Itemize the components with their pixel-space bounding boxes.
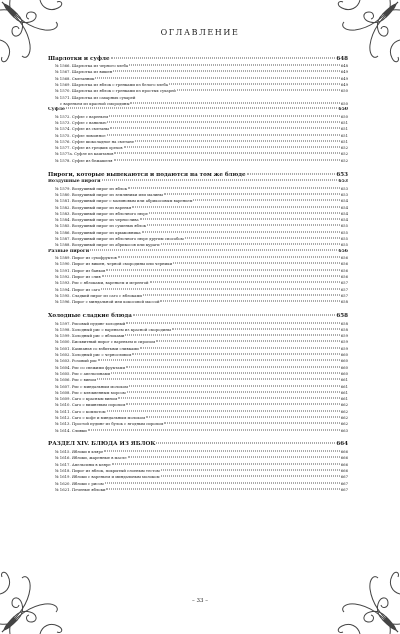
toc-entry-title: Разные пироги [48, 248, 90, 254]
toc-entry-page: 662 [340, 402, 348, 408]
toc-entry-title: № 1595. Сладкий пирог из саго с яблоками [55, 292, 142, 298]
section-spacer [48, 305, 348, 309]
dot-leader [164, 423, 339, 424]
toc-entry-page: 650 [338, 107, 348, 113]
dot-leader [133, 314, 335, 315]
toc-entry-title: № 1593. Рис с яблоками, вареньем и меренгой [55, 280, 149, 286]
toc-entry-title: № 1620. Яблоки с рисом [55, 480, 104, 486]
toc-entry-page: 655 [340, 242, 348, 248]
dot-leader [150, 282, 340, 283]
dot-leader [126, 322, 340, 323]
toc-entry-title: № 1603. Розовый рис [55, 358, 98, 364]
toc-entry-title: № 1598. Холодный рис с вареньем из красной смородины [55, 326, 171, 332]
toc-entry-title: № 1594. Пирог из саго [55, 286, 101, 292]
dot-leader [156, 341, 340, 342]
dot-leader [126, 366, 340, 367]
toc-entry-page: 661 [340, 389, 348, 395]
dot-leader [114, 159, 340, 160]
toc-entry-page: 660 [340, 352, 348, 358]
toc-entry-page: 654 [340, 198, 348, 204]
toc-entry-page: 658 [340, 299, 348, 305]
toc-entry-title: № 1578. Суфле из бежашеля [55, 157, 113, 163]
toc-entry-page: 650 [340, 113, 348, 119]
toc-entry-title: № 1577. Суфле из грецких орехов [55, 145, 123, 151]
dot-leader [160, 301, 339, 302]
toc-entry-title: Пироги, которые выпекаются и подаются на том же блюде [48, 171, 246, 178]
toc-entry-title: № 1585. Воздушный пирог из сушеных яблок [55, 223, 146, 229]
toc-entry-title: № 1614. Сливки [55, 427, 87, 433]
toc-entry-page: 666 [340, 467, 348, 473]
page-header: ОГЛАВЛЕНИЕ [160, 28, 240, 37]
toc-entry-title: № 1583. Воздушный пирог из яблочного пюре [55, 210, 148, 216]
toc-entry-title: № 1601. Кампанья со взбитыми сливками [55, 345, 139, 351]
toc-entry-title: № 1580. Воздушный пирог из земляники или малины [55, 191, 163, 197]
toc-entry-page: 656 [340, 255, 348, 261]
toc-entry-title: № 1576. Суфле шоколадное на сметане [55, 138, 135, 144]
toc-entry-title: с вареньем из красной смородины [60, 100, 130, 106]
dot-leader [98, 360, 340, 361]
dot-leader [125, 335, 339, 336]
toc-entry-page: 658 [340, 320, 348, 326]
toc-entry-title: № 1590. Пирог из вишен, черной смородины или черники [55, 261, 173, 267]
dot-leader [118, 257, 340, 258]
dot-leader [112, 463, 340, 464]
dot-leader [132, 206, 339, 207]
toc-entry-page: 653 [340, 191, 348, 197]
toc-entry-title: № 1616. Яблоки, жаренные в масле [55, 455, 127, 461]
toc-entry-page: 667 [340, 474, 348, 480]
toc-entry-title: № 1617. Апельсины в кляре [55, 461, 111, 467]
toc-entry-title: № 1592. Пирог из слив [55, 274, 101, 279]
toc-entry-title: № 1573. Суфле с ванилью [55, 119, 107, 125]
toc-entry-title: № 1615. Яблоки в кляре [55, 449, 104, 455]
dot-leader [90, 249, 337, 250]
toc-entry-page: 651 [340, 126, 348, 132]
dot-leader [143, 294, 340, 295]
toc-entry-page: 650 [340, 88, 348, 94]
toc-entry-title: № 1570. Шарлотка из яблок с гренками из простых сухарей [55, 88, 176, 94]
toc-section-heading[interactable] [48, 440, 348, 449]
dot-leader [106, 269, 339, 270]
toc-entry-page: 659 [340, 339, 348, 345]
toc-entry-page: 659 [340, 333, 348, 339]
toc-entry-title: № 1621. Печеные яблоки [55, 486, 106, 492]
dot-leader [132, 354, 339, 355]
dot-leader [164, 193, 340, 194]
toc-entry-title: РАЗДЕЛ XIV. БЛЮДА ИЗ ЯБЛОК [48, 441, 156, 448]
toc-entry-title: № 1574. Суфле из сметаны [55, 126, 109, 132]
toc-entry-page: 664 [336, 441, 348, 448]
page-number: – 33 – [192, 598, 208, 604]
toc-entry-title: Шарлотки и суфле [48, 55, 110, 62]
dot-leader [124, 147, 340, 148]
dot-leader [109, 115, 340, 116]
toc-entry-title: № 1569. Шарлотка из яблок с гренками из белого хлеба [55, 81, 169, 87]
toc-entry-page: 666 [340, 449, 348, 455]
toc-entry-title: № 1618. Пирог из яблок, покрытый слоеным тестом [55, 467, 160, 473]
dot-leader [127, 391, 340, 392]
toc-entry-title: № 1566. Шарлотка из черного хлеба [55, 63, 129, 69]
dot-leader [247, 173, 336, 174]
toc-entry-title: № 1606. Рис с вином [55, 377, 97, 383]
toc-entry-title: № 1588. Воздушный пирог из абрикосов или кураги [55, 242, 160, 248]
toc-entry-page: 662 [340, 421, 348, 427]
toc-entry-page: 663 [340, 427, 348, 433]
dot-leader [114, 153, 339, 154]
toc-entry-title: № 1608. Рис с клюквенным морсом [55, 389, 126, 395]
toc-entry-page: 652 [340, 157, 348, 163]
toc-entry-page: 654 [340, 210, 348, 216]
toc-entry-page: 651 [340, 132, 348, 138]
toc-entry[interactable] [48, 487, 348, 493]
dot-leader [102, 180, 338, 181]
dot-leader [156, 443, 335, 444]
toc-entry-title: № 1597. Рисовый пудинг холодный [55, 320, 126, 326]
toc-entry-title: № 1604. Рис со свежими фруктами [55, 364, 125, 370]
dot-leader [129, 385, 340, 386]
toc-entry-page: 658 [340, 326, 348, 332]
toc-entry-title: № 1612. Саго с кофе и миндальным молоком [55, 415, 146, 421]
toc-entry-page: 662 [340, 408, 348, 414]
toc-entry-page: 660 [340, 364, 348, 370]
toc-entry-title: № 1610. Саго с вишневым сиропом [55, 402, 126, 408]
toc-entry-title: Суфле [48, 107, 65, 113]
toc-entry-title: № 1587. Воздушный пирог из яблочного пюре другим способом [55, 236, 184, 242]
dot-leader [161, 476, 340, 477]
dot-leader [126, 404, 339, 405]
dot-leader [66, 108, 338, 109]
dot-leader [111, 372, 340, 373]
toc-entry-page: 661 [340, 377, 348, 383]
dot-leader [107, 134, 340, 135]
toc-entry-page: 657 [340, 292, 348, 298]
dot-leader [128, 457, 340, 458]
toc-entry-page: 657 [340, 286, 348, 292]
dot-leader [88, 429, 340, 430]
dot-leader [113, 71, 339, 72]
toc-entry-page: 653 [336, 171, 348, 178]
toc-entry-title: № 1586. Воздушный пирог из крыжовника [55, 229, 141, 235]
toc-entry-page: 649 [340, 81, 348, 87]
toc-entry-page: 656 [340, 267, 348, 273]
dot-leader [140, 219, 340, 220]
section-spacer [48, 434, 348, 438]
dot-leader [102, 276, 340, 277]
dot-leader [129, 65, 340, 66]
toc-entry-page: 654 [340, 204, 348, 210]
toc-entry-page: 667 [340, 480, 348, 486]
dot-leader [140, 347, 340, 348]
dot-leader [169, 83, 340, 84]
toc-entry-title: Воздушные пироги [48, 179, 101, 185]
toc-entry-page: 652 [340, 145, 348, 151]
dot-leader [128, 187, 340, 188]
toc-entry-page: 667 [340, 486, 348, 492]
toc-entry-page: 662 [340, 415, 348, 421]
dot-leader [149, 212, 340, 213]
dot-leader [106, 488, 339, 489]
toc-entry-title: № 1571. Шарлотка из сахарных сухарей [55, 94, 136, 100]
toc-entry-page: 666 [340, 455, 348, 461]
toc-entry-page: 653 [340, 185, 348, 191]
toc-entry-page: 652 [340, 151, 348, 157]
toc-entry-title: № 1613. Простой пудинг из булок с ягодным сиропом [55, 421, 164, 427]
toc-entry-title: № 1567. Шарлотка из вишен [55, 69, 113, 75]
toc-entry-title: № 1599. Холодный рис с яблоками [55, 333, 125, 339]
dot-leader [161, 469, 340, 470]
toc-entry-title: № 1568. Сметанник [55, 75, 95, 81]
toc-entry-page: 655 [340, 229, 348, 235]
toc-entry-page: 650 [340, 100, 348, 106]
toc-entry-page: 657 [340, 280, 348, 286]
dot-leader [173, 263, 340, 264]
toc-entry-page: 649 [340, 75, 348, 81]
dot-leader [161, 244, 340, 245]
dot-leader [177, 90, 340, 91]
toc-entry-page: 653 [338, 179, 348, 185]
toc-entry-page: 659 [340, 345, 348, 351]
toc-entry-page: 655 [340, 236, 348, 242]
toc-entry-page: 661 [340, 383, 348, 389]
dot-leader [118, 398, 340, 399]
dot-leader [110, 128, 340, 129]
dot-leader [172, 328, 340, 329]
toc-entry-title: № 1605. Рис с апельсинами [55, 370, 111, 376]
dot-leader [111, 57, 336, 58]
toc-entry-page: 661 [340, 396, 348, 402]
dot-leader [185, 238, 340, 239]
toc-entry-title: № 1609. Саго с красным вином [55, 396, 118, 402]
toc-entry-page: 656 [338, 248, 348, 254]
toc-entry-page: 660 [340, 370, 348, 376]
toc-entry-title: № 1619. Яблоки с вареньем и миндальным молоком [55, 474, 160, 480]
toc-section-heading[interactable] [48, 55, 348, 64]
toc-entry-title: № 1581. Воздушный пирог с малиновым или абрикосовым вареньем [55, 198, 193, 204]
dot-leader [107, 410, 340, 411]
toc-entry-title: № 1575. Суфле лимонное [55, 132, 106, 138]
toc-entry-page: 656 [340, 261, 348, 267]
toc-entry-page: 655 [340, 223, 348, 229]
toc-entry-title: № 1577а. Суфле из каштанов [55, 151, 114, 157]
toc-entry-title: № 1611. Саго с компотом [55, 408, 106, 414]
toc-entry-title: № 1602. Холодный рис с черносливом [55, 352, 132, 358]
dot-leader [193, 200, 339, 201]
toc-entry-page: 648 [336, 55, 348, 62]
dot-leader [107, 121, 339, 122]
toc-entry-title: № 1579. Воздушный пирог из яблок [55, 185, 127, 191]
toc-entry-page: 658 [336, 312, 348, 319]
toc-section-heading[interactable] [48, 171, 348, 180]
toc-entry-page: 656 [340, 274, 348, 279]
toc-entry-page: 651 [340, 138, 348, 144]
dot-leader [97, 379, 340, 380]
toc-entry-page: 648 [340, 63, 348, 69]
toc-entry-title: № 1591. Пирог из банков [55, 267, 106, 273]
toc-entry-title: № 1582. Воздушный пирог из варенья [55, 204, 132, 210]
toc-entry-page: 660 [340, 358, 348, 364]
dot-leader [130, 102, 339, 103]
toc-entry-title: № 1589. Пирог из сухофруктов [55, 255, 117, 261]
toc-section-heading[interactable] [48, 312, 348, 321]
dot-leader [135, 140, 340, 141]
dot-leader [104, 451, 340, 452]
toc-entry-title: № 1596. Пирог с миндальной или кокосовой массой [55, 299, 160, 305]
table-of-contents [48, 52, 348, 493]
section-spacer [48, 164, 348, 168]
dot-leader [95, 77, 339, 78]
toc-entry-title: № 1600. Бисквитный пирог с вареньем и сиропом [55, 339, 156, 345]
toc-entry-page: 649 [340, 69, 348, 75]
toc-entry-title: № 1607. Рис с миндальным молоком [55, 383, 128, 389]
toc-entry-title: № 1584. Воздушный пирог из чернослива [55, 217, 139, 223]
dot-leader [147, 225, 340, 226]
toc-entry-page: 651 [340, 119, 348, 125]
dot-leader [142, 231, 340, 232]
dot-leader [146, 417, 340, 418]
toc-entry-title: Холодные сладкие блюда [48, 312, 132, 319]
toc-entry-page: 666 [340, 461, 348, 467]
toc-entry-page: 654 [340, 217, 348, 223]
dot-leader [105, 482, 340, 483]
toc-entry-title: № 1572. Суфле с вареньем [55, 113, 109, 119]
dot-leader [101, 288, 340, 289]
